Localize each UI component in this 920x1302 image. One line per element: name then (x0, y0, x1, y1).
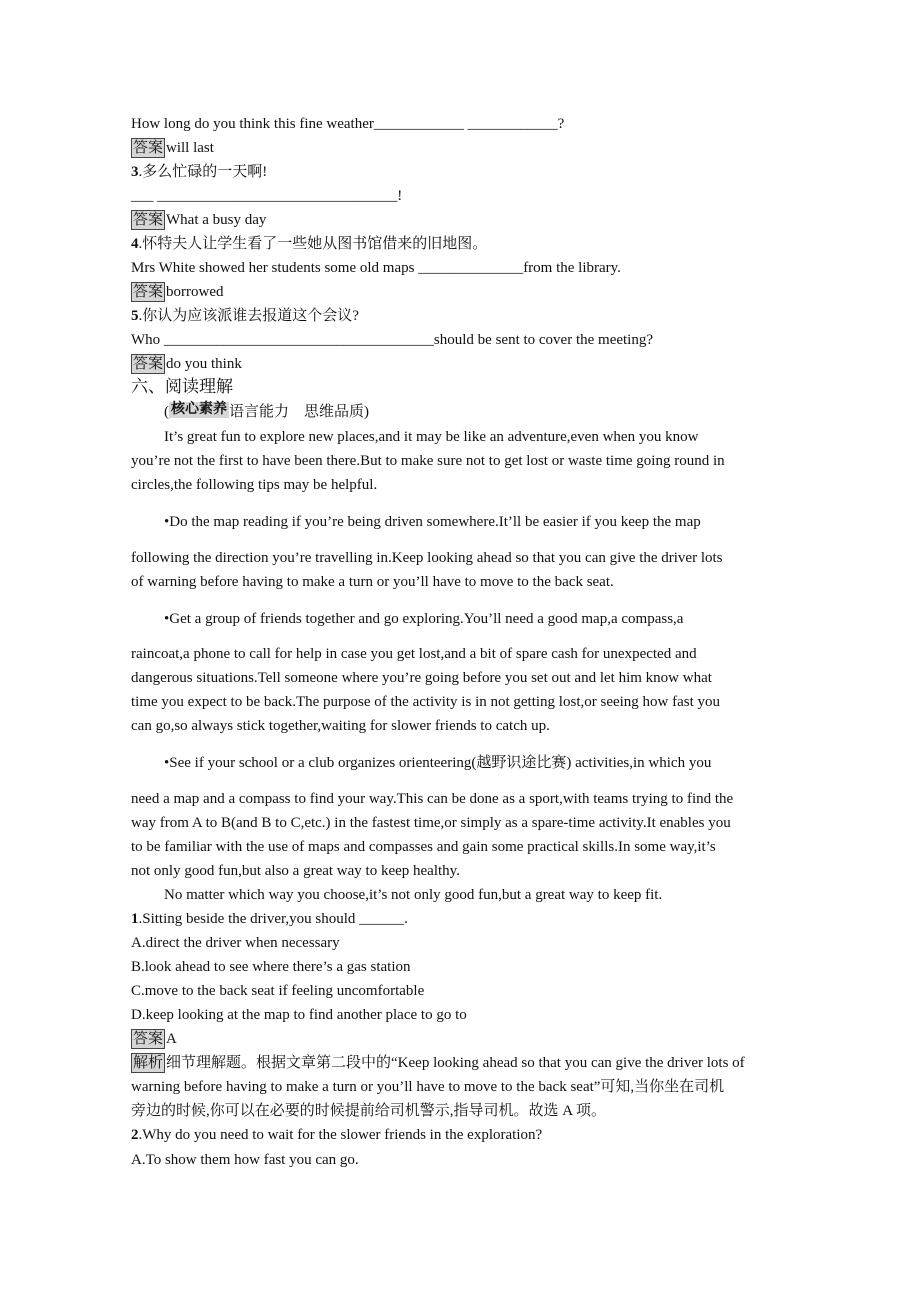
text-line (131, 981, 424, 1001)
answer-badge: 答案 (133, 284, 164, 300)
text-line (131, 234, 487, 254)
line-text: way from A to B(and B to C,etc.) in the fastest time,or simply as a spare-time activity.It enables you (131, 815, 731, 831)
line-text: .多么忙碌的一天啊! (138, 164, 268, 180)
line-text: .怀特夫人让学生看了一些她从图书馆借来的旧地图。 (138, 236, 488, 252)
line-text: can go,so always stick together,waiting for slower friends to catch up. (131, 718, 550, 734)
line-text: C.move to the back seat if feeling uncomfortable (131, 983, 425, 999)
answer-badge: 答案 (133, 1031, 164, 1047)
line-text: to be familiar with the use of maps and compasses and gain some practical skills.In some way,it’s (131, 839, 716, 855)
text-line (164, 427, 698, 447)
line-text: A.To show them how fast you can go. (131, 1152, 359, 1168)
line-text: A.direct the driver when necessary (131, 935, 340, 951)
text-line (131, 1005, 467, 1025)
line-text: do you think (166, 356, 242, 372)
text-line (131, 548, 723, 568)
line-text: 旁边的时候,你可以在必要的时候提前给司机警示,指导司机。故选 A 项。 (131, 1103, 607, 1119)
line-text: Mrs White showed her students some old maps ______________from the library. (131, 260, 621, 276)
text-line (131, 813, 731, 833)
answer-line (131, 1053, 745, 1073)
answer-line (131, 210, 266, 230)
line-text: .Why do you need to wait for the slower friends in the exploration? (138, 1127, 543, 1143)
line-text: time you expect to be back.The purpose of the activity is in not getting lost,or seeing how fast you (131, 694, 721, 710)
text-line (131, 909, 408, 929)
text-line (131, 330, 653, 350)
text-line (164, 402, 369, 422)
line-text: 语言能力 思维品质) (229, 404, 369, 420)
line-text: •See if your school or a club organizes orienteering(越野识途比赛) activities,in which you (164, 755, 712, 771)
line-text: What a busy day (166, 212, 267, 228)
text-line (131, 1101, 606, 1121)
line-text: .Sitting beside the driver,you should ______. (138, 911, 408, 927)
text-line (131, 644, 697, 664)
text-line (131, 957, 411, 977)
question-number: 2 (131, 1127, 139, 1143)
text-line (131, 716, 550, 736)
text-line (131, 162, 267, 182)
text-line (164, 885, 662, 905)
text-line (131, 258, 621, 278)
text-line (131, 572, 614, 592)
text-line (131, 933, 340, 953)
answer-line (131, 138, 214, 158)
text-line (131, 1125, 542, 1145)
line-text: borrowed (166, 284, 224, 300)
text-line (164, 753, 711, 773)
line-text: •Get a group of friends together and go exploring.You’ll need a good map,a compass,a (164, 611, 684, 627)
answer-line (131, 282, 224, 302)
text-line (131, 114, 564, 134)
answer-badge: 答案 (133, 140, 164, 156)
line-text: following the direction you’re travelling in.Keep looking ahead so that you can give the driver lots (131, 550, 723, 566)
text-line (131, 837, 716, 857)
answer-line (131, 354, 242, 374)
line-text: you’re not the first to have been there.But to make sure not to get lost or waste time going round in (131, 453, 725, 469)
line-text: .你认为应该派谁去报道这个会议? (138, 308, 359, 324)
text-line (131, 692, 720, 712)
analysis-badge: 解析 (133, 1055, 164, 1071)
answer-badge: 答案 (133, 356, 164, 372)
section-title: 六、阅读理解 (131, 377, 233, 396)
line-text: need a map and a compass to find your way.This can be done as a sport,with teams trying to find the (131, 791, 734, 807)
answer-line (131, 1029, 177, 1049)
line-text: No matter which way you choose,it’s not only good fun,but a great way to keep fit. (164, 887, 663, 903)
line-text: raincoat,a phone to call for help in case you get lost,and a bit of spare cash for unexpected and (131, 646, 697, 662)
text-line (131, 186, 402, 206)
line-text: It’s great fun to explore new places,and it may be like an adventure,even when you know (164, 429, 699, 445)
line-text: not only good fun,but also a great way to keep healthy. (131, 863, 460, 879)
line-text: circles,the following tips may be helpful. (131, 477, 378, 493)
question-number: 1 (131, 911, 139, 927)
question-number: 4 (131, 236, 139, 252)
line-text: dangerous situations.Tell someone where you’re going before you set out and let him know what (131, 670, 712, 686)
text-line (131, 861, 460, 881)
core-literacy-badge: 核心素养 (171, 402, 227, 417)
line-text: D.keep looking at the map to find another place to go to (131, 1007, 467, 1023)
question-number: 5 (131, 308, 139, 324)
paren-open: ( (164, 404, 169, 420)
line-text: A (166, 1031, 177, 1047)
section-heading (131, 377, 233, 397)
text-line (131, 1150, 359, 1170)
text-line (164, 609, 683, 629)
line-text: How long do you think this fine weather____________ ____________? (131, 116, 565, 132)
line-text: Who ____________________________________should be sent to cover the meeting? (131, 332, 654, 348)
line-text: •Do the map reading if you’re being driven somewhere.It’ll be easier if you keep the map (164, 514, 701, 530)
text-line (131, 668, 712, 688)
question-number: 3 (131, 164, 139, 180)
answer-badge: 答案 (133, 212, 164, 228)
line-text: of warning before having to make a turn or you’ll have to move to the back seat. (131, 574, 614, 590)
text-line (131, 306, 359, 326)
text-line (131, 789, 733, 809)
text-line (131, 451, 725, 471)
line-text: will last (166, 140, 214, 156)
text-line (131, 475, 377, 495)
line-text: B.look ahead to see where there’s a gas station (131, 959, 411, 975)
line-text: 细节理解题。根据文章第二段中的“Keep looking ahead so that you can give the driver lots of (166, 1055, 745, 1071)
text-line (131, 1077, 724, 1097)
text-line (164, 512, 701, 532)
line-text: ___ ________________________________! (131, 188, 403, 204)
line-text: warning before having to make a turn or you’ll have to move to the back seat”可知,当你坐在司机 (131, 1079, 725, 1095)
